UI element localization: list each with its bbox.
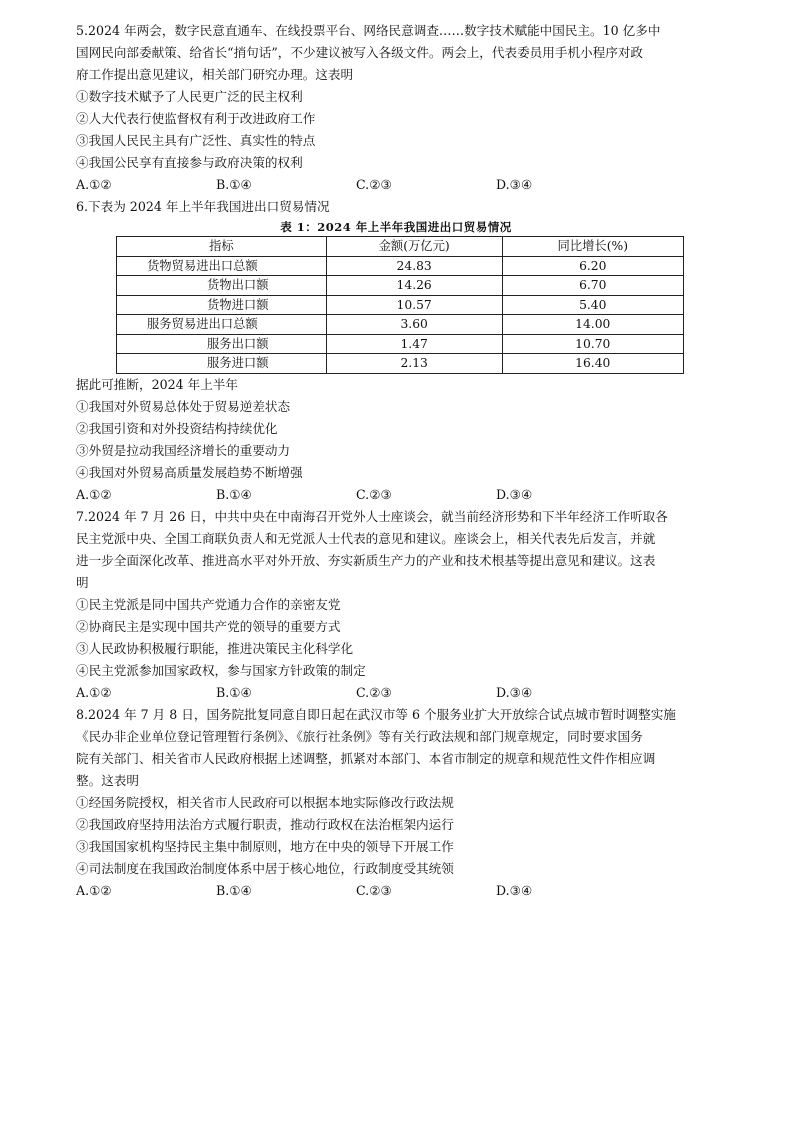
table-row	[117, 334, 684, 354]
question-8-options	[76, 880, 716, 902]
table-row	[117, 315, 684, 335]
option-d[interactable]: D.③④	[496, 486, 533, 502]
question-5-line: 5.2024 年两会，数字民意直通车、在线投票平台、网络民意调查……数字技术赋能中国民主。10 亿多中	[76, 23, 661, 38]
question-8-line: 8.2024 年 7 月 8 日，国务院批复同意自即日起在武汉市等 6 个服务业扩大开放综合试点城市暂时调整实施	[76, 706, 676, 722]
question-8-statement: ④司法制度在我国政治制度体系中居于核心地位，行政制度受其统领	[76, 860, 454, 876]
question-6-statement: ②我国引资和对外投资结构持续优化	[76, 420, 278, 436]
table-cell: 24.83	[326, 256, 502, 276]
question-8-statement: ③我国国家机构坚持民主集中制原则，地方在中央的领导下开展工作	[76, 838, 454, 854]
question-7-line: 明	[76, 574, 89, 590]
question-5-statement: ④我国公民享有直接参与政府决策的权利	[76, 155, 303, 170]
option-c[interactable]: C.②③	[356, 177, 392, 192]
question-8-line: 《民办非企业单位登记管理暂行条例》、《旅行社条例》等有关行政法规和部门规章规定，同时要求国务	[76, 728, 643, 744]
question-6-statement: ④我国对外贸易高质量发展趋势不断增强	[76, 464, 303, 480]
table-cell: 6.70	[502, 276, 683, 296]
table-row	[117, 354, 684, 374]
table-cell: 5.40	[502, 295, 683, 315]
table-cell: 货物出口额	[117, 276, 327, 296]
question-8-statement: ①经国务院授权，相关省市人民政府可以根据本地实际修改行政法规	[76, 794, 454, 810]
option-c[interactable]: C.②③	[356, 486, 392, 502]
table-cell: 16.40	[502, 354, 683, 374]
question-6-line: 据此可推断，2024 年上半年	[76, 376, 238, 392]
question-5	[76, 20, 716, 196]
table-row	[117, 276, 684, 296]
option-a[interactable]: A.①②	[76, 177, 112, 192]
question-7-statement: ④民主党派参加国家政权，参与国家方针政策的制定	[76, 662, 366, 678]
table-cell: 10.70	[502, 334, 683, 354]
question-5-line: 国网民向部委献策、给省长“捎句话”，不少建议被写入各级文件。两会上，代表委员用手机小程序对政	[76, 45, 644, 60]
question-8	[76, 704, 716, 902]
option-a[interactable]: A.①②	[76, 684, 112, 700]
table-cell: 服务贸易进出口总额	[117, 315, 327, 335]
option-b[interactable]: B.①④	[216, 882, 252, 898]
question-8-line: 院有关部门、相关省市人民政府根据上述调整，抓紧对本部门、本省市制定的规章和规范性文件作相应调	[76, 750, 656, 766]
table-cell: 货物贸易进出口总额	[117, 256, 327, 276]
table-row	[117, 256, 684, 276]
table-header-row	[117, 237, 684, 257]
table-cell: 1.47	[326, 334, 502, 354]
question-6-options	[76, 484, 716, 506]
option-d[interactable]: D.③④	[496, 882, 533, 898]
question-7-line: 民主党派中央、全国工商联负责人和无党派人士代表的意见和建议。座谈会上，相关代表先后发言，并就	[76, 530, 656, 546]
question-8-line: 整。这表明	[76, 772, 139, 788]
option-c[interactable]: C.②③	[356, 684, 392, 700]
question-5-line: 府工作提出意见建议，相关部门研究办理。这表明	[76, 67, 354, 82]
question-7	[76, 506, 716, 704]
table-header: 同比增长(%)	[502, 237, 683, 257]
question-5-options	[76, 174, 716, 196]
table-cell: 3.60	[326, 315, 502, 335]
table-cell: 货物进口额	[117, 295, 327, 315]
option-a[interactable]: A.①②	[76, 882, 112, 898]
question-7-statement: ③人民政协积极履行职能，推进决策民主化科学化	[76, 640, 354, 656]
option-b[interactable]: B.①④	[216, 684, 252, 700]
option-a[interactable]: A.①②	[76, 486, 112, 502]
question-6-stem: 6.下表为 2024 年上半年我国进出口贸易情况	[76, 199, 330, 214]
table-caption: 表 1：2024 年上半年我国进出口贸易情况	[280, 220, 512, 234]
question-5-statement: ②人大代表行使监督权有利于改进政府工作	[76, 111, 316, 126]
question-7-line: 7.2024 年 7 月 26 日，中共中央在中南海召开党外人士座谈会，就当前经济形势和下半年经济工作听取各	[76, 508, 668, 524]
question-7-statement: ①民主党派是同中国共产党通力合作的亲密友党	[76, 596, 341, 612]
option-d[interactable]: D.③④	[496, 177, 533, 192]
question-8-statement: ②我国政府坚持用法治方式履行职责，推动行政权在法治框架内运行	[76, 816, 454, 832]
option-b[interactable]: B.①④	[216, 486, 252, 502]
option-b[interactable]: B.①④	[216, 177, 252, 192]
table-cell: 10.57	[326, 295, 502, 315]
question-6-statement: ①我国对外贸易总体处于贸易逆差状态	[76, 398, 291, 414]
table-cell: 6.20	[502, 256, 683, 276]
table-header: 指标	[117, 237, 327, 257]
trade-table	[116, 236, 684, 374]
question-7-options	[76, 682, 716, 704]
option-d[interactable]: D.③④	[496, 684, 533, 700]
question-6-statement: ③外贸是拉动我国经济增长的重要动力	[76, 442, 291, 458]
option-c[interactable]: C.②③	[356, 882, 392, 898]
exam-page	[76, 20, 716, 902]
table-cell: 2.13	[326, 354, 502, 374]
question-5-statement: ③我国人民民主具有广泛性、真实性的特点	[76, 133, 316, 148]
question-7-line: 进一步全面深化改革、推进高水平对外开放、夯实新质生产力的产业和技术根基等提出意见和建议。这表	[76, 552, 656, 568]
table-cell: 14.00	[502, 315, 683, 335]
table-row	[117, 295, 684, 315]
table-cell: 服务出口额	[117, 334, 327, 354]
table-cell: 服务进口额	[117, 354, 327, 374]
question-5-statement: ①数字技术赋予了人民更广泛的民主权利	[76, 89, 303, 104]
question-6	[76, 196, 716, 506]
table-header: 金额(万亿元)	[326, 237, 502, 257]
question-7-statement: ②协商民主是实现中国共产党的领导的重要方式	[76, 618, 341, 634]
table-cell: 14.26	[326, 276, 502, 296]
